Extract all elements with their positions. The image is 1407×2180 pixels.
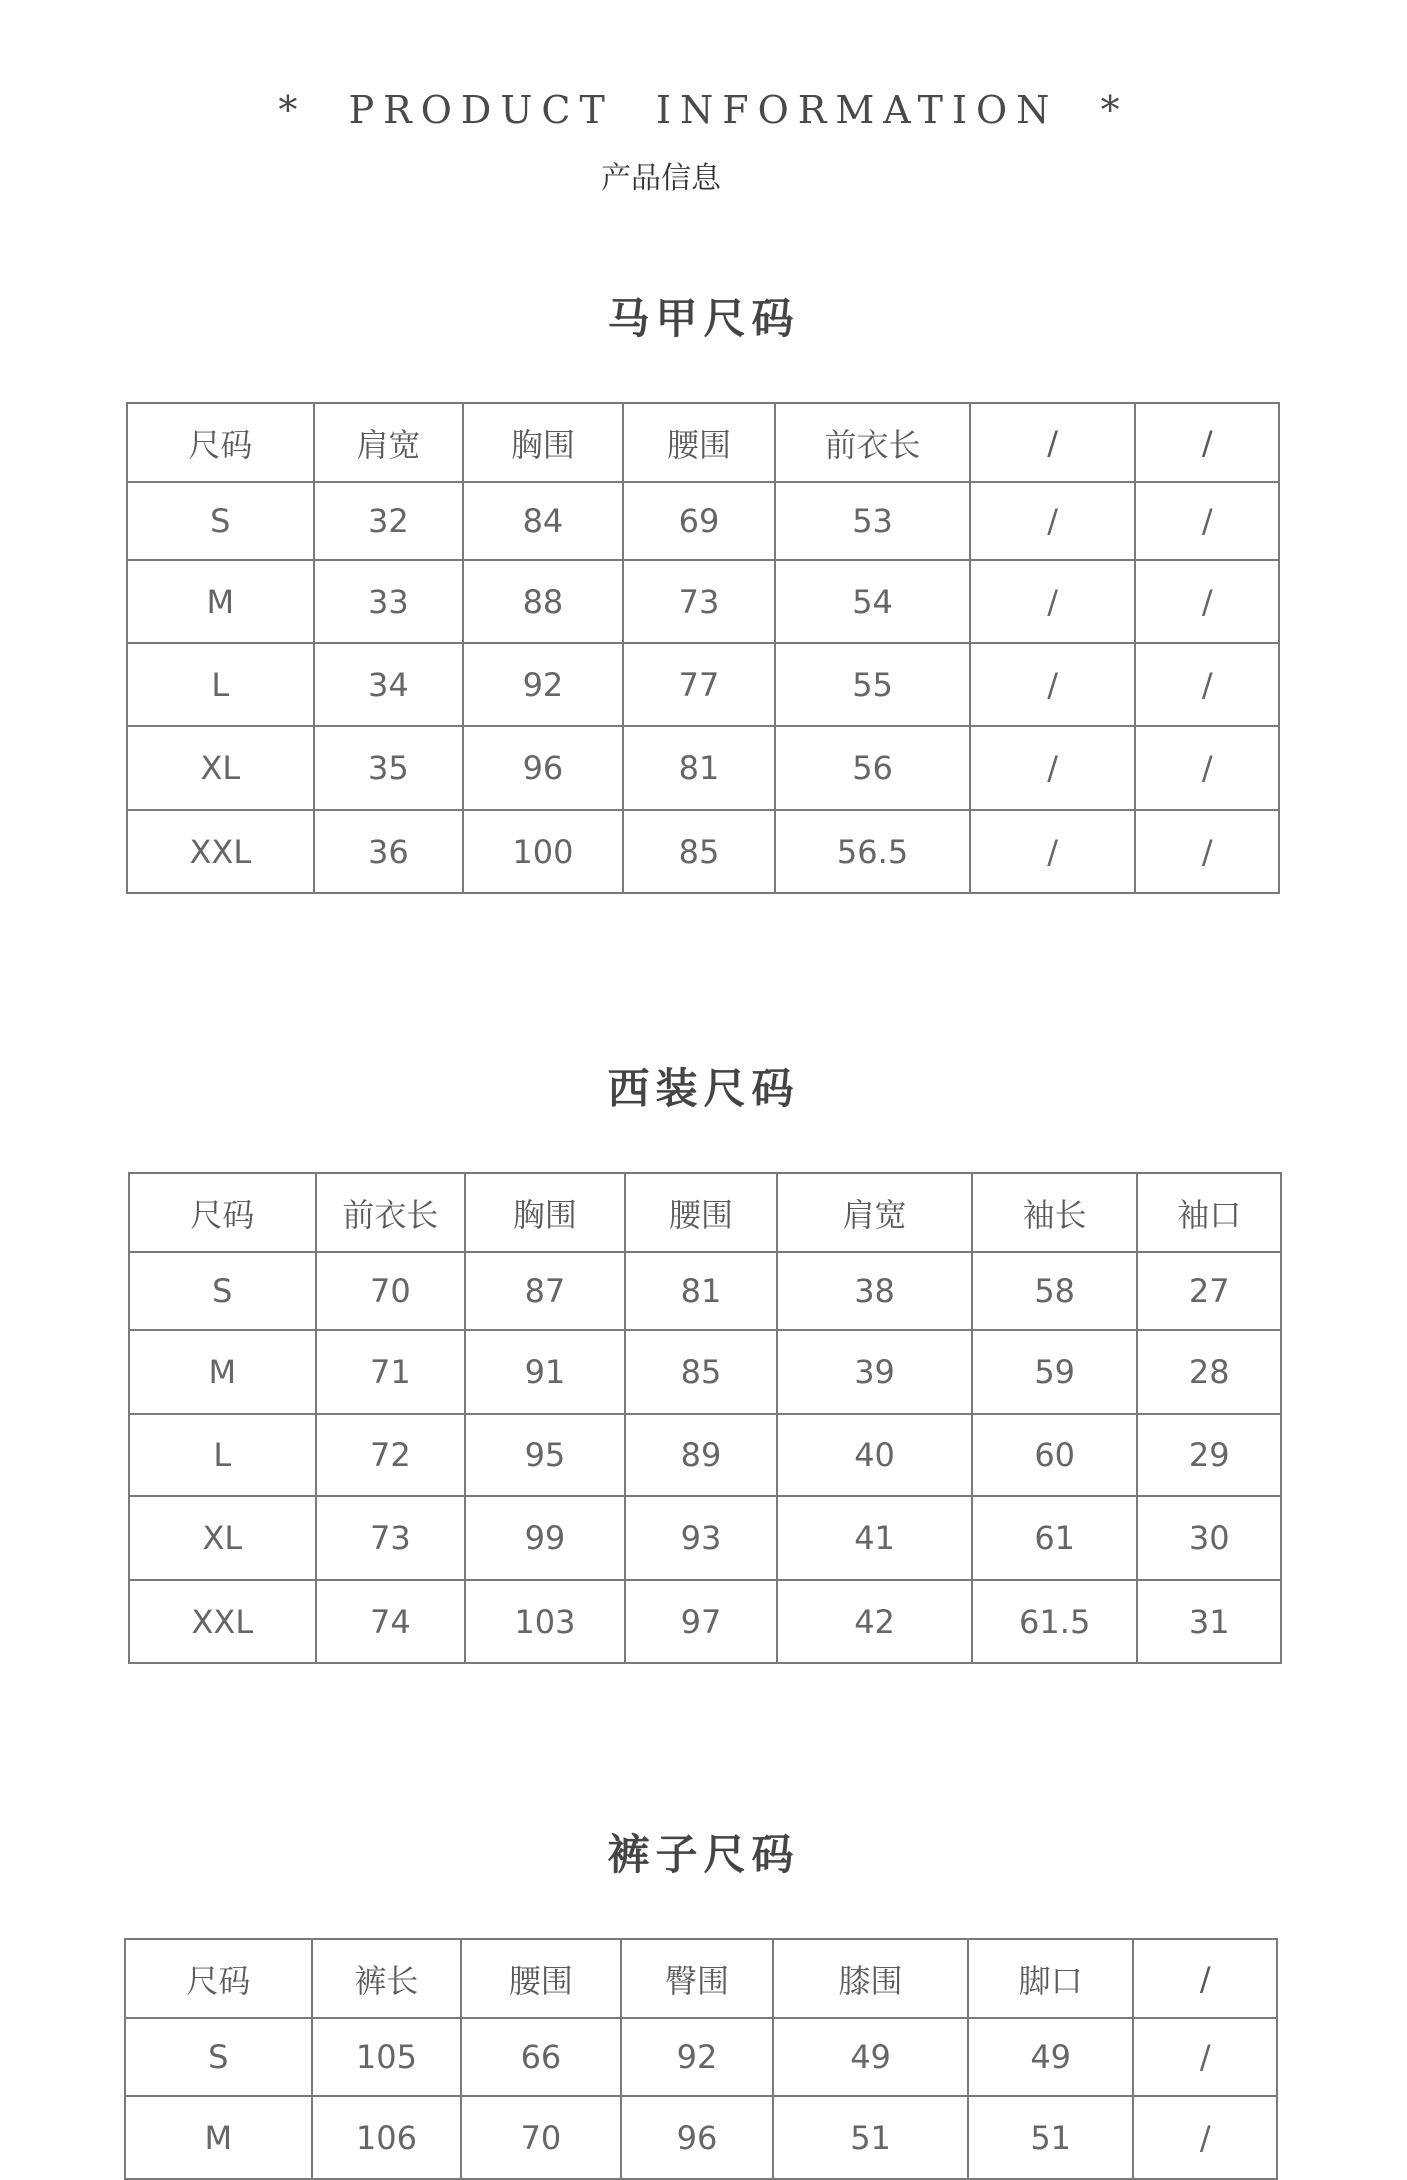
table-cell: 73: [316, 1496, 466, 1580]
table-cell: /: [1133, 2018, 1277, 2096]
header-cell: 腰围: [623, 403, 776, 482]
table-cell: 34: [314, 643, 464, 726]
suit-size-title: 西装尺码: [607, 1064, 800, 1113]
table-cell: 91: [465, 1330, 625, 1414]
table-cell: 36: [314, 810, 464, 893]
table-cell: /: [970, 482, 1136, 560]
header-cell: 袖口: [1137, 1173, 1281, 1252]
table-cell: XL: [127, 726, 314, 810]
pants-size-table: [124, 1938, 1278, 2180]
header-cell: 腰围: [461, 1939, 621, 2018]
table-cell: 29: [1137, 1414, 1281, 1496]
table-cell: 70: [316, 1252, 466, 1330]
table-cell: 84: [463, 482, 623, 560]
header-cell: 脚口: [968, 1939, 1134, 2018]
table-cell: 89: [625, 1414, 778, 1496]
table-cell: S: [125, 2018, 312, 2096]
header-cell: /: [1135, 403, 1279, 482]
table-cell: 40: [777, 1414, 972, 1496]
table-cell: 42: [777, 1580, 972, 1663]
table-cell: 97: [625, 1580, 778, 1663]
table-cell: /: [970, 726, 1136, 810]
table-cell: 56: [775, 726, 970, 810]
table-cell: 74: [316, 1580, 466, 1663]
table-cell: 61.5: [972, 1580, 1138, 1663]
table-row: [129, 1330, 1281, 1414]
header-cell: 尺码: [125, 1939, 312, 2018]
table-row: [127, 482, 1279, 560]
table-cell: /: [970, 810, 1136, 893]
table-cell: M: [125, 2096, 312, 2179]
vest-size-title: 马甲尺码: [607, 294, 800, 343]
table-cell: 38: [777, 1252, 972, 1330]
table-cell: 54: [775, 560, 970, 643]
header-cell: 尺码: [127, 403, 314, 482]
vest-size-table: [126, 402, 1280, 894]
table-cell: 77: [623, 643, 776, 726]
table-cell: /: [1135, 643, 1279, 726]
table-cell: 31: [1137, 1580, 1281, 1663]
table-cell: 81: [625, 1252, 778, 1330]
header-cell: 膝围: [773, 1939, 968, 2018]
table-cell: S: [127, 482, 314, 560]
table-cell: M: [129, 1330, 316, 1414]
table-cell: 85: [625, 1330, 778, 1414]
table-cell: 100: [463, 810, 623, 893]
header-cell: 前衣长: [775, 403, 970, 482]
table-cell: /: [970, 560, 1136, 643]
table-cell: 70: [461, 2096, 621, 2179]
table-row: [129, 1580, 1281, 1663]
table-cell: 49: [968, 2018, 1134, 2096]
table-cell: /: [1135, 560, 1279, 643]
table-cell: 96: [621, 2096, 774, 2179]
table-cell: 71: [316, 1330, 466, 1414]
table-cell: /: [970, 643, 1136, 726]
table-row: [125, 2096, 1277, 2179]
table-cell: 96: [463, 726, 623, 810]
table-cell: 106: [312, 2096, 462, 2179]
table-cell: 58: [972, 1252, 1138, 1330]
table-cell: 81: [623, 726, 776, 810]
table-cell: 33: [314, 560, 464, 643]
table-cell: 87: [465, 1252, 625, 1330]
table-row: [129, 1496, 1281, 1580]
table-cell: 51: [773, 2096, 968, 2179]
table-cell: 99: [465, 1496, 625, 1580]
table-cell: 73: [623, 560, 776, 643]
product-information-subtitle: 产品信息: [601, 161, 721, 196]
header-cell: 腰围: [625, 1173, 778, 1252]
table-header-row: [127, 403, 1279, 482]
table-cell: 27: [1137, 1252, 1281, 1330]
table-row: [125, 2018, 1277, 2096]
table-cell: 92: [621, 2018, 774, 2096]
header-cell: 裤长: [312, 1939, 462, 2018]
table-cell: 32: [314, 482, 464, 560]
table-cell: XXL: [127, 810, 314, 893]
header-cell: 前衣长: [316, 1173, 466, 1252]
pants-size-title: 裤子尺码: [607, 1830, 800, 1879]
header-cell: 肩宽: [314, 403, 464, 482]
header-cell: 袖长: [972, 1173, 1138, 1252]
table-header-row: [125, 1939, 1277, 2018]
table-cell: 28: [1137, 1330, 1281, 1414]
table-cell: 69: [623, 482, 776, 560]
table-cell: 53: [775, 482, 970, 560]
table-cell: S: [129, 1252, 316, 1330]
header-cell: 胸围: [465, 1173, 625, 1252]
table-row: [129, 1252, 1281, 1330]
product-information-heading: * PRODUCT INFORMATION *: [278, 88, 1129, 132]
header-cell: 臀围: [621, 1939, 774, 2018]
table-cell: 41: [777, 1496, 972, 1580]
table-cell: /: [1135, 726, 1279, 810]
header-cell: 胸围: [463, 403, 623, 482]
table-row: [127, 726, 1279, 810]
table-row: [127, 810, 1279, 893]
table-cell: 92: [463, 643, 623, 726]
table-cell: /: [1135, 810, 1279, 893]
table-row: [127, 643, 1279, 726]
table-row: [127, 560, 1279, 643]
table-cell: L: [129, 1414, 316, 1496]
table-header-row: [129, 1173, 1281, 1252]
table-cell: 85: [623, 810, 776, 893]
table-cell: M: [127, 560, 314, 643]
table-cell: 55: [775, 643, 970, 726]
header-cell: 尺码: [129, 1173, 316, 1252]
table-cell: /: [1133, 2096, 1277, 2179]
suit-size-table: [128, 1172, 1282, 1664]
table-cell: L: [127, 643, 314, 726]
table-cell: 72: [316, 1414, 466, 1496]
table-cell: 35: [314, 726, 464, 810]
table-cell: XXL: [129, 1580, 316, 1663]
table-cell: 39: [777, 1330, 972, 1414]
table-cell: 30: [1137, 1496, 1281, 1580]
table-cell: 59: [972, 1330, 1138, 1414]
table-cell: 49: [773, 2018, 968, 2096]
table-cell: 51: [968, 2096, 1134, 2179]
header-cell: 肩宽: [777, 1173, 972, 1252]
table-cell: 61: [972, 1496, 1138, 1580]
header-cell: /: [970, 403, 1136, 482]
table-cell: 93: [625, 1496, 778, 1580]
table-cell: 88: [463, 560, 623, 643]
table-cell: 105: [312, 2018, 462, 2096]
table-cell: 56.5: [775, 810, 970, 893]
table-cell: 95: [465, 1414, 625, 1496]
table-cell: 60: [972, 1414, 1138, 1496]
header-cell: /: [1133, 1939, 1277, 2018]
table-row: [129, 1414, 1281, 1496]
table-cell: 66: [461, 2018, 621, 2096]
table-cell: 103: [465, 1580, 625, 1663]
table-cell: XL: [129, 1496, 316, 1580]
table-cell: /: [1135, 482, 1279, 560]
